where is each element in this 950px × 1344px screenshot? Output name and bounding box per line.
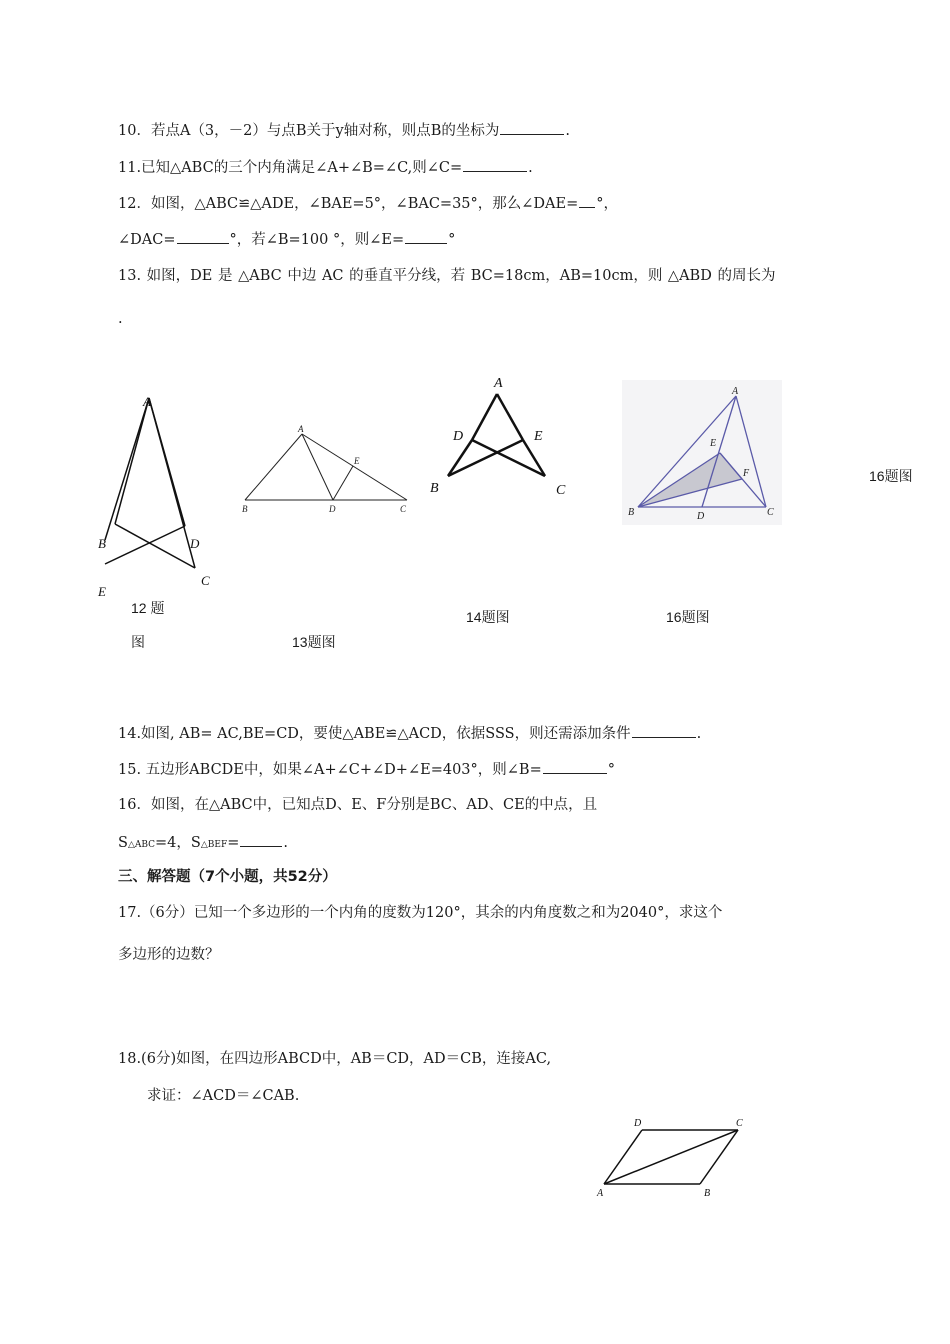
- figure-16: [622, 380, 782, 525]
- q12-text-d: °，若∠B=100 °，则∠E=: [229, 232, 405, 248]
- question-16-line2: [118, 832, 288, 855]
- question-12-line1: [118, 193, 618, 214]
- caption-14: 14题图: [466, 609, 510, 625]
- question-17-line2: 多边形的边数？: [118, 947, 220, 963]
- fig16-label-f: F: [743, 468, 750, 479]
- q15-text: 15. 五边形ABCDE中，如果∠A+∠C+∠D+∠E=403°，则∠B=: [118, 762, 542, 778]
- caption-16: 16题图: [666, 609, 710, 625]
- question-18-line1: 18.(6分)如图，在四边形ABCD中，AB＝CD，AD＝CB，连接AC,: [118, 1051, 552, 1067]
- fig13-label-c: C: [400, 504, 407, 514]
- question-18-line2: 求证：∠ACD＝∠CAB.: [147, 1088, 300, 1104]
- fig13-label-d: D: [329, 504, 336, 514]
- q11-end: .: [528, 160, 533, 176]
- fig18-label-c: C: [736, 1118, 743, 1129]
- fig14-label-a: A: [494, 376, 503, 391]
- fig14-label-b: B: [430, 481, 439, 496]
- fig16-label-c: C: [767, 507, 774, 518]
- q14-text: 14.如图, AB= AC,BE=CD，要使△ABE≌△ACD，依据SSS，则还需添加条件: [118, 726, 631, 742]
- q10-end: .: [565, 123, 570, 139]
- fig16-label-e: E: [710, 438, 717, 449]
- caption-16-right: 16题图: [869, 468, 913, 484]
- question-15: [118, 759, 615, 780]
- answer-blank: [579, 193, 595, 208]
- answer-blank: [177, 229, 229, 244]
- fig18-label-b: B: [704, 1188, 711, 1199]
- fig14-label-d: D: [453, 429, 464, 444]
- fig16-label-b: B: [628, 507, 635, 518]
- fig13-label-a: A: [298, 424, 304, 434]
- answer-blank: [500, 120, 564, 135]
- answer-blank: [240, 832, 282, 847]
- question-17-line1: 17.（6分）已知一个多边形的一个内角的度数为120°，其余的内角度数之和为2040°，求这个: [118, 905, 723, 921]
- question-10: [118, 120, 570, 141]
- q12-text-b: °，: [596, 196, 619, 212]
- figure-14: [425, 372, 575, 502]
- question-16-line1: 16．如图，在△ABC中，已知点D、E、F分别是BC、AD、CE的中点，且: [118, 797, 598, 813]
- fig12-label-b: B: [98, 536, 106, 551]
- caption-12b: 图: [131, 634, 145, 650]
- q16-s1-sub: △ABC: [127, 840, 156, 850]
- fig16-label-a: A: [732, 386, 739, 397]
- answer-blank: [632, 723, 696, 738]
- question-13-line2: .: [118, 311, 123, 327]
- caption-12a: 12 题: [131, 600, 165, 616]
- fig18-label-a: A: [597, 1188, 604, 1199]
- answer-blank: [405, 229, 447, 244]
- fig13-label-e: E: [354, 456, 360, 466]
- fig18-label-d: D: [634, 1118, 642, 1129]
- question-14: [118, 723, 701, 744]
- answer-blank: [543, 759, 607, 774]
- q15-end: °: [607, 762, 615, 778]
- q12-text-e: °: [448, 232, 456, 248]
- q12-text-a: 12．如图，△ABC≌△ADE，∠BAE=5°，∠BAC=35°，那么∠DAE=: [118, 196, 579, 212]
- fig12-label-d: D: [190, 536, 200, 551]
- fig12-label-e: E: [98, 584, 106, 599]
- q11-text: 11.已知△ABC的三个内角满足∠A+∠B=∠C,则∠C=: [118, 160, 463, 176]
- caption-13: 13题图: [292, 634, 336, 650]
- figure-13: [237, 420, 417, 520]
- q16-s2-val: =: [227, 835, 240, 851]
- section-3-heading: 三、解答题（7个小题，共52分）: [118, 869, 337, 885]
- fig14-label-c: C: [556, 483, 566, 498]
- question-13-line1: 13. 如图，DE 是 △ABC 中边 AC 的垂直平分线，若 BC=18cm，AB=10cm，则 △ABD 的周长为: [118, 268, 776, 284]
- question-11: [118, 157, 533, 178]
- q16-s2-sub: △BEF: [200, 840, 228, 850]
- fig16-label-d: D: [697, 511, 705, 522]
- q16-s1-val: =4，S: [155, 835, 201, 851]
- q16-s1: S: [118, 835, 128, 851]
- fig12-label-a: A: [143, 394, 151, 409]
- q10-text: 10．若点A（3，－2）与点B关于y轴对称，则点B的坐标为: [118, 123, 500, 139]
- figure-12: [95, 392, 220, 602]
- fig12-label-c: C: [201, 573, 210, 588]
- answer-blank: [463, 157, 527, 172]
- fig13-label-b: B: [242, 504, 248, 514]
- q12-text-c: ∠DAC=: [118, 232, 176, 248]
- fig14-label-e: E: [534, 429, 543, 444]
- q16-end: .: [283, 835, 288, 851]
- q14-end: .: [696, 726, 702, 742]
- question-12-line2: [118, 229, 455, 250]
- figure-18: [592, 1114, 757, 1204]
